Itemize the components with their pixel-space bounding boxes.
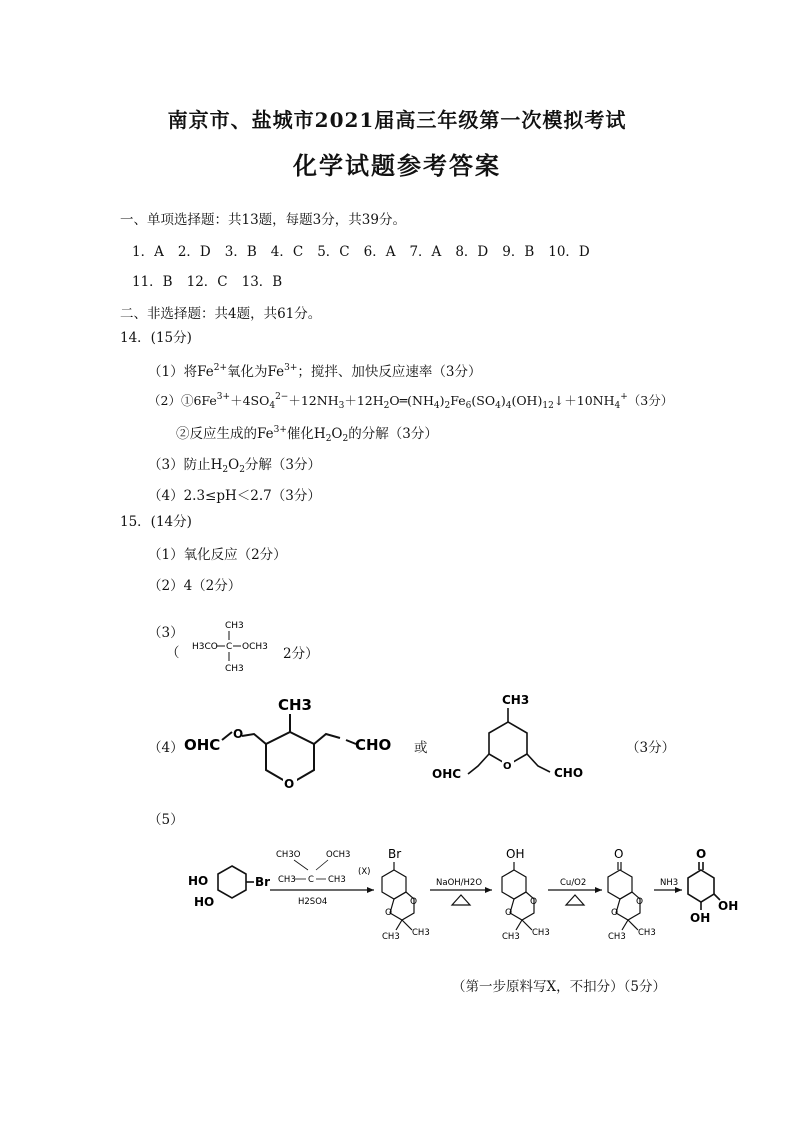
section1-heading: 一、单项选择题：共13题，每题3分，共39分。 [120, 212, 406, 228]
bond [316, 860, 328, 870]
intermediate-2 [502, 847, 550, 942]
bond [242, 734, 266, 744]
text: （1）将Fe [148, 364, 214, 380]
subscript: 2 [222, 465, 229, 475]
intermediate-1 [382, 847, 430, 942]
text: 的分解（3分） [348, 426, 438, 442]
step2 [430, 878, 492, 905]
text: O [331, 426, 343, 442]
subscript: 4 [269, 401, 276, 411]
methyl-top: CH3 [225, 621, 244, 631]
ketone-oxygen: O [614, 847, 624, 861]
ketal-oxygen: O [505, 908, 513, 918]
q15-label: 15．(14分) [120, 514, 192, 530]
bond [314, 734, 340, 744]
text: 分解（3分） [244, 457, 322, 473]
answer-item: 2．D [177, 244, 211, 260]
subscript: 12 [542, 401, 554, 411]
bond [468, 754, 489, 774]
subscript: 2 [239, 465, 245, 475]
methoxy-left: H3CO [192, 642, 218, 652]
answer-item: 7．A [409, 244, 442, 260]
answers-row-1 [132, 240, 604, 260]
superscript: + [620, 392, 628, 402]
heat-icon [452, 895, 470, 905]
methyl-label: CH3 [502, 693, 530, 707]
q15-part3-score: 2分） [283, 646, 319, 662]
text: ＋4SO [230, 393, 270, 408]
step1 [270, 850, 374, 907]
bromine: Br [388, 847, 402, 861]
answer-item: 6．A [363, 244, 396, 260]
reagent1-x: (X) [358, 867, 371, 877]
q15-part4-or: 或 [414, 740, 428, 756]
text: ↓＋10NH [553, 393, 615, 408]
answer-item: 3．B [224, 244, 257, 260]
subscript: 2 [325, 434, 332, 444]
superscript: 2+ [213, 363, 227, 373]
answer-item: 8．D [455, 244, 489, 260]
methyl: CH3 [412, 928, 430, 938]
hydroxyl: OH [506, 847, 525, 861]
answer-item: 12．C [186, 274, 228, 290]
subscript: 4 [495, 401, 501, 411]
ketone-oxygen: O [696, 847, 707, 861]
subscript: 2 [444, 401, 451, 411]
text: ＋12H [344, 393, 384, 408]
arrow-head [485, 887, 492, 893]
superscript: 3+ [216, 392, 231, 402]
bond [222, 732, 232, 740]
central-carbon: C [226, 642, 233, 652]
formyl-left: OHC [184, 736, 221, 754]
text: 催化H [286, 426, 326, 442]
arrow-head [675, 887, 682, 893]
methyl: CH3 [608, 932, 626, 942]
superscript: 3+ [284, 363, 298, 373]
step3 [548, 878, 602, 905]
methyl-bottom: CH3 [225, 664, 244, 674]
text: Fe [450, 393, 466, 408]
bond [527, 754, 550, 772]
q15-part3-open: （ [166, 645, 180, 661]
heat-icon [566, 895, 584, 905]
methyl: CH3 [382, 932, 400, 942]
product [688, 847, 738, 925]
bond [396, 920, 402, 930]
q15-part3-label: （3） [148, 625, 184, 641]
q15-part4-score: （3分） [626, 740, 676, 756]
starting-material [188, 866, 270, 909]
answer-item: 4．C [270, 244, 304, 260]
q15-part4-label: （4） [148, 740, 184, 756]
q14-part4: （4）2.3≤pH＜2.7（3分） [148, 488, 321, 504]
text: ) [439, 393, 445, 408]
reagent1-acid: H2SO4 [298, 897, 328, 907]
reagent1-methyl-right: CH3 [328, 875, 346, 885]
methyl-label: CH3 [278, 696, 312, 714]
answer-item: 10．D [548, 244, 590, 260]
superscript: 2− [275, 392, 289, 402]
section2-heading: 二、非选择题：共4题，共61分。 [120, 306, 322, 322]
answer-item: 9．B [502, 244, 535, 260]
text: (SO [471, 393, 496, 408]
text: ②反应生成的Fe [176, 426, 274, 442]
bond [516, 920, 522, 930]
page-subtitle: 化学试题参考答案 [293, 151, 501, 180]
ketal-oxygen: O [385, 908, 393, 918]
hydroxyl-1: HO [188, 874, 209, 888]
bond [294, 860, 308, 870]
answer-item: 1．A [132, 244, 164, 260]
reagent1-carbon: C [308, 875, 314, 885]
methyl: CH3 [638, 928, 656, 938]
text: ) [500, 393, 506, 408]
reagent4: NH3 [660, 878, 679, 888]
ketal-oxygen: O [611, 908, 619, 918]
formyl-right: CHO [355, 736, 392, 754]
q15-part5-note: （第一步原料写X，不扣分）（5分） [452, 979, 666, 995]
reagent3: Cu/O2 [560, 878, 587, 888]
q15-part2: （2）4（2分） [148, 578, 242, 594]
q15-part4-structure-1 [180, 688, 410, 798]
q14-part2-equation [148, 391, 673, 411]
q15-part5-label: （5） [148, 812, 184, 828]
superscript: 3+ [273, 425, 287, 435]
methyl: CH3 [532, 928, 550, 938]
text: 氧化为Fe [227, 364, 285, 380]
ether-oxygen-left: O [233, 727, 244, 741]
page-title: 南京市、盐城市2021届高三年级第一次模拟考试 [167, 108, 627, 132]
q14-part3 [148, 453, 321, 475]
ketal-oxygen: O [636, 897, 644, 907]
step4 [654, 878, 682, 893]
reagent2: NaOH/H2O [436, 878, 483, 888]
subscript: 2 [383, 401, 390, 411]
hydroxyl: OH [718, 899, 739, 913]
q15-part3-structure [188, 616, 280, 678]
ring-oxygen: O [284, 777, 295, 791]
answer-item: 5．C [317, 244, 350, 260]
arrow-head [367, 887, 374, 893]
arrow-head [595, 887, 602, 893]
q14-label: 14．(15分) [120, 330, 192, 346]
answer-item: 11．B [132, 274, 173, 290]
bond [628, 920, 638, 930]
text: O═(NH [389, 393, 434, 408]
subscript: 4 [505, 401, 512, 411]
ketal-oxygen: O [530, 897, 538, 907]
hydroxyl-2: HO [194, 895, 215, 909]
text: （3）防止H [148, 457, 223, 473]
text: ；搅拌、加快反应速率（3分） [297, 364, 482, 380]
subscript: 2 [342, 434, 349, 444]
answers-row-2 [132, 270, 296, 290]
reagent1-methyl-left: CH3 [278, 875, 296, 885]
q14-part1 [148, 360, 482, 380]
subscript: 4 [614, 401, 621, 411]
subscript: 3 [338, 401, 345, 411]
q14-part2-second [176, 422, 438, 444]
q15-part1: （1）氧化反应（2分） [148, 547, 287, 563]
formyl-right: CHO [554, 766, 584, 780]
methoxy-right: OCH3 [242, 642, 268, 652]
reagent1-methoxy-right: OCH3 [326, 850, 351, 860]
reagent1-methoxy-left: CH3O [276, 850, 301, 860]
cyclohexane-ring [218, 866, 246, 898]
subscript: 6 [465, 401, 472, 411]
bond [522, 920, 532, 930]
bromine: Br [255, 875, 271, 889]
text: （3分） [627, 393, 674, 408]
text: O [228, 457, 240, 473]
hydroxyl: OH [690, 911, 711, 925]
bond [402, 920, 412, 930]
answer-item: 13．B [241, 274, 283, 290]
text: ＋12NH [288, 393, 339, 408]
bond [622, 920, 628, 930]
ring [688, 870, 714, 902]
text: (OH) [511, 393, 543, 408]
synthesis-scheme [184, 842, 744, 952]
ring-oxygen: O [503, 761, 512, 772]
text: （2）①6Fe [148, 393, 217, 408]
subscript: 4 [433, 401, 440, 411]
intermediate-3 [608, 847, 656, 942]
q15-part4-structure-2 [428, 690, 598, 790]
ketal-oxygen: O [410, 897, 418, 907]
formyl-left: OHC [432, 767, 462, 781]
methyl: CH3 [502, 932, 520, 942]
